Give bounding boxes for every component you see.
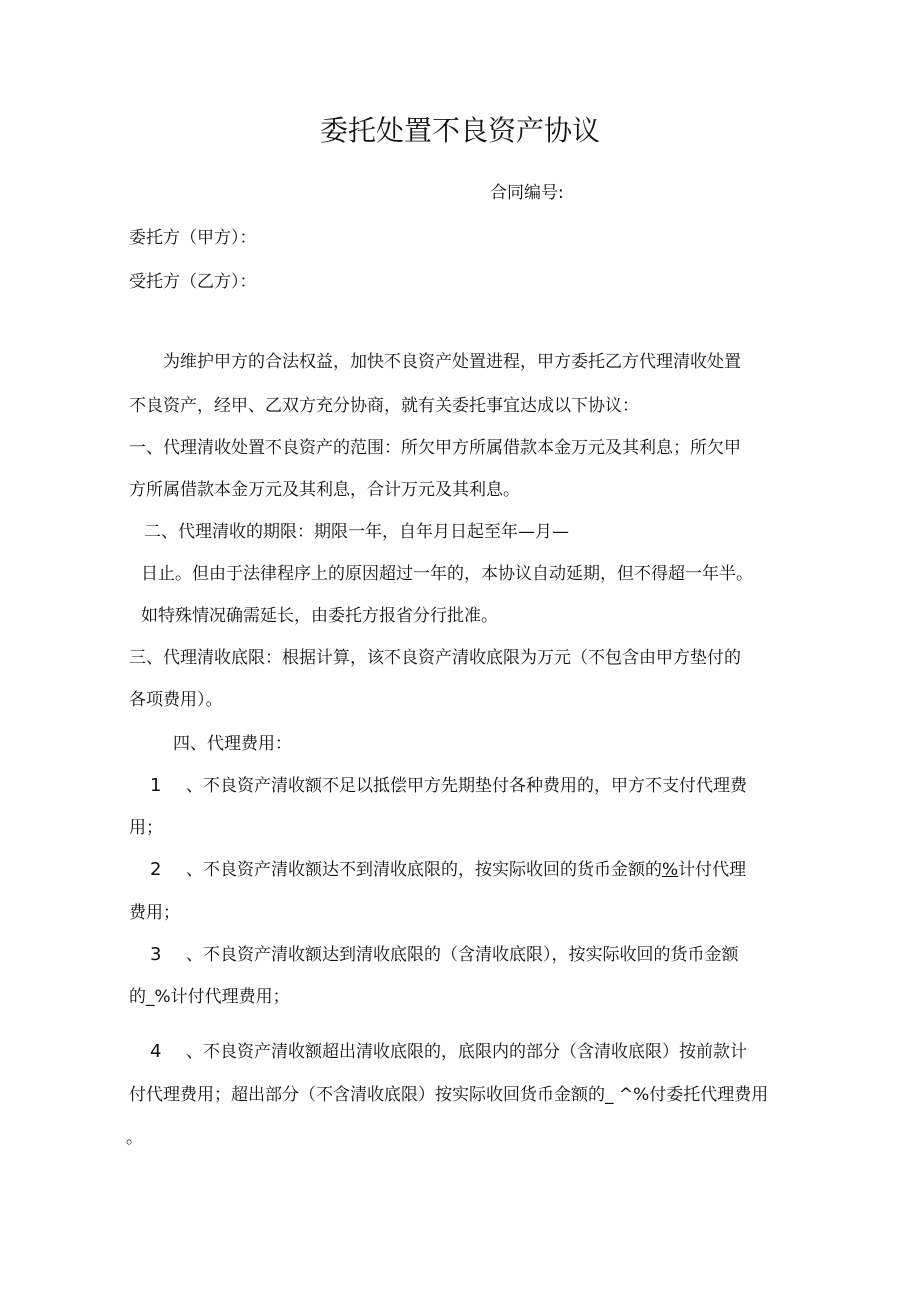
percent-blank: %	[662, 860, 679, 880]
fee-item-3-line-1	[150, 945, 739, 965]
section-4-heading: 四、代理费用：	[173, 734, 292, 754]
fee-item-text: 计付代理	[678, 860, 747, 880]
fee-item-1-line-1	[150, 776, 747, 796]
fee-item-3-line-2: 的_%计付代理费用；	[129, 987, 290, 1007]
fee-item-2-line-1	[150, 860, 746, 880]
fee-item-number: 1	[150, 775, 162, 796]
section-1-line-2: 方所属借款本金万元及其利息，合计万元及其利息。	[129, 480, 520, 500]
fee-item-4-line-3: 。	[126, 1128, 143, 1148]
fee-item-text: 、不良资产清收额超出清收底限的，底限内的部分（含清收底限）按前款计	[186, 1042, 747, 1062]
party-b-label: 受托方（乙方）：	[129, 272, 257, 292]
intro-line-1: 为维护甲方的合法权益，加快不良资产处置进程，甲方委托乙方代理清收处置	[163, 352, 741, 372]
fee-item-1-line-2: 用；	[129, 818, 163, 838]
fee-item-4-line-2: 付代理费用；超出部分（不含清收底限）按实际收回货币金额的_ ^%付委托代理费用	[129, 1085, 769, 1105]
fee-item-text: 、不良资产清收额不足以抵偿甲方先期垫付各种费用的，甲方不支付代理费	[186, 776, 747, 796]
party-a-label: 委托方（甲方）：	[129, 228, 257, 248]
section-3-line-1: 三、代理清收底限：根据计算，该不良资产清收底限为万元（不包含由甲方垫付的	[129, 648, 741, 668]
section-2-line-3: 如特殊情况确需延长，由委托方报省分行批准。	[141, 606, 498, 626]
fee-item-4-line-1	[150, 1042, 747, 1062]
fee-item-text: 、不良资产清收额达到清收底限的（含清收底限），按实际收回的货币金额	[186, 945, 739, 965]
section-2-line-2: 日止。但由于法律程序上的原因超过一年的，本协议自动延期，但不得超一年半。	[141, 564, 753, 584]
section-1-line-1: 一、代理清收处置不良资产的范围：所欠甲方所属借款本金万元及其利息；所欠甲	[129, 438, 741, 458]
fee-item-number: 3	[150, 944, 162, 965]
contract-number-label: 合同编号:	[490, 183, 564, 203]
intro-line-2: 不良资产，经甲、乙双方充分协商，就有关委托事宜达成以下协议：	[129, 396, 639, 416]
fee-item-number: 4	[150, 1041, 162, 1062]
section-2-line-1: 二、代理清收的期限：期限一年，自年月日起至年—月—	[144, 522, 569, 542]
section-3-line-2: 各项费用）。	[129, 690, 223, 710]
fee-item-2-line-2: 费用；	[129, 903, 180, 923]
document-title: 委托处置不良资产协议	[319, 114, 600, 147]
fee-item-text: 、不良资产清收额达不到清收底限的，按实际收回的货币金额的	[186, 860, 662, 880]
fee-item-number: 2	[150, 859, 162, 880]
